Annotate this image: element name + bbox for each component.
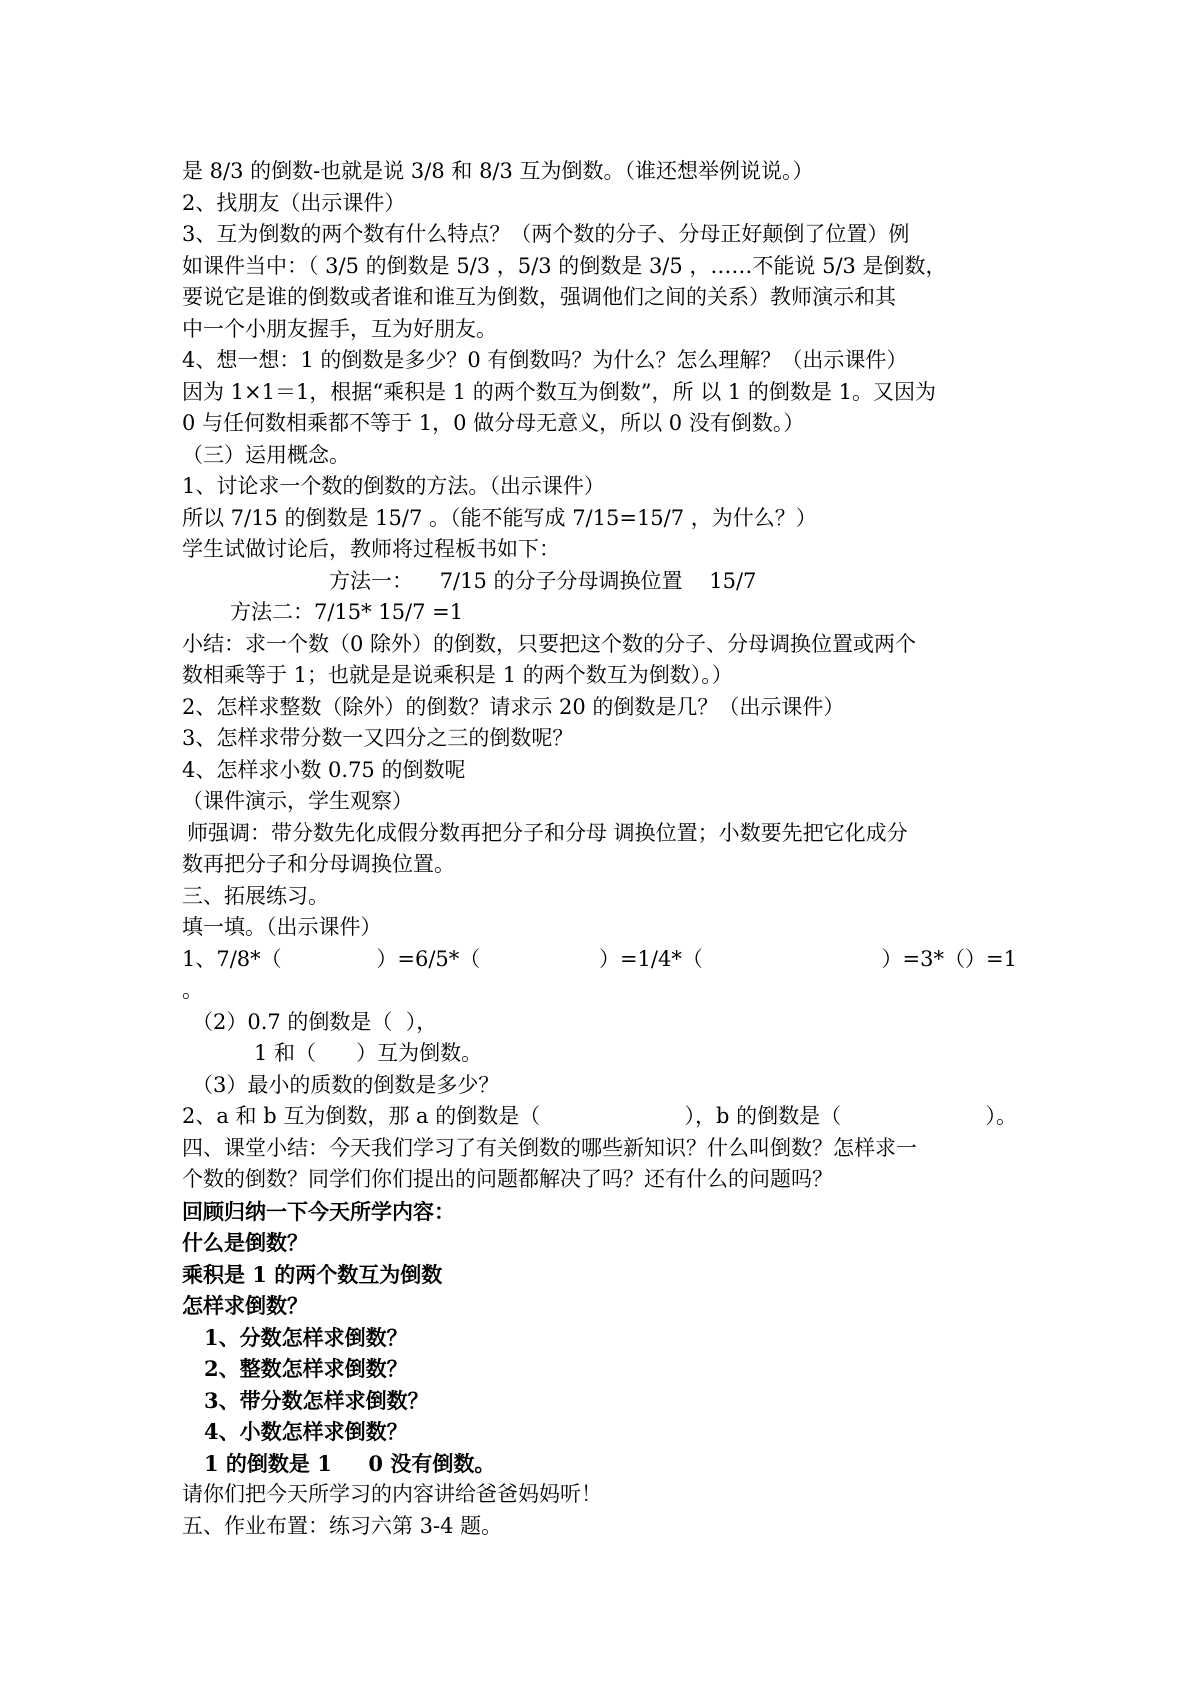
text-line: 请你们把今天所学习的内容讲给爸爸妈妈听！ bbox=[182, 1482, 602, 1506]
question-line: 1 和（ ）互为倒数。 bbox=[254, 1041, 483, 1065]
question-line: （3）最小的质数的倒数是多少？ bbox=[192, 1072, 500, 1097]
summary-line: 数相乘等于 1；也就是是说乘积是 1 的两个数互为倒数）。） bbox=[182, 663, 733, 687]
fill-blank-segment: ）。 bbox=[985, 1104, 1017, 1128]
text-line: 如课件当中：（ 3/5 的倒数是 5/3 ，5/3 的倒数是 3/5 ，……不能说 5/3 是倒数， bbox=[182, 253, 947, 278]
text-line: 中一个小朋友握手，互为好朋友。 bbox=[182, 316, 497, 341]
method-one-line: 方法一： 7/15 的分子分母调换位置 15/7 bbox=[329, 568, 757, 593]
review-heading: 回顾归纳一下今天所学内容： bbox=[182, 1198, 455, 1224]
text-line: 2、怎样求整数（除外）的倒数？请求示 20 的倒数是几？（出示课件） bbox=[182, 694, 845, 719]
review-item: 怎样求倒数？ bbox=[182, 1293, 308, 1318]
text-line: 。 bbox=[182, 978, 203, 1002]
section-heading: 四、课堂小结：今天我们学习了有关倒数的哪些新知识？什么叫倒数？怎样求一 bbox=[182, 1135, 917, 1160]
fill-blank-segment: 1、7/8*（ bbox=[182, 946, 282, 971]
text-line: 2、找朋友（出示课件） bbox=[182, 190, 406, 215]
text-line: 4、想一想：1 的倒数是多少？0 有倒数吗？为什么？怎么理解？（出示课件） bbox=[182, 348, 908, 372]
fill-blank-segment: 2、a 和 b 互为倒数，那 a 的倒数是（ bbox=[182, 1104, 541, 1128]
text-line: 1、讨论求一个数的倒数的方法。（出示课件） bbox=[182, 474, 605, 498]
text-line: 3、怎样求带分数一又四分之三的倒数呢？ bbox=[182, 726, 574, 750]
text-line: 0 与任何数相乘都不等于 1，0 做分母无意义，所以 0 没有倒数。） bbox=[182, 411, 805, 435]
review-item: 什么是倒数？ bbox=[182, 1230, 308, 1255]
fill-blank-segment: ）=6/5*（ bbox=[376, 946, 481, 971]
section-heading: 五、作业布置：练习六第 3-4 题。 bbox=[182, 1513, 503, 1538]
text-line: 4、怎样求小数 0.75 的倒数呢 bbox=[182, 757, 466, 782]
method-two-line: 方法二：7/15* 15/7 =1 bbox=[230, 600, 464, 624]
document-body bbox=[182, 156, 1017, 1542]
review-subitem: 4、小数怎样求倒数？ bbox=[204, 1419, 408, 1444]
text-line: 因为 1×1＝1，根据“乘积是 1 的两个数互为倒数”，所 以 1 的倒数是 1。又因为 bbox=[182, 379, 936, 404]
summary-line: 小结：求一个数（0 除外）的倒数，只要把这个数的分子、分母调换位置或两个 bbox=[182, 631, 917, 656]
text-line: 数再把分子和分母调换位置。 bbox=[182, 852, 455, 876]
text-line: 要说它是谁的倒数或者谁和谁互为倒数，强调他们之间的关系）教师演示和其 bbox=[182, 285, 896, 309]
review-subitem: 1、分数怎样求倒数？ bbox=[204, 1324, 408, 1350]
review-subitem: 3、带分数怎样求倒数？ bbox=[204, 1387, 429, 1413]
text-line: 填一填。（出示课件） bbox=[182, 915, 382, 939]
fill-blank-segment: ）=3*（）=1 bbox=[881, 946, 1017, 971]
fill-blank-segment: ）=1/4*（ bbox=[598, 946, 703, 971]
fill-blank-line bbox=[182, 1101, 1017, 1133]
review-subitem: 2、整数怎样求倒数？ bbox=[204, 1356, 408, 1381]
text-line: 个数的倒数？同学们你们提出的问题都解决了吗？还有什么的问题吗？ bbox=[182, 1167, 833, 1191]
section-heading: 三、拓展练习。 bbox=[182, 883, 329, 908]
fill-blank-line bbox=[182, 944, 1017, 976]
text-line: 师强调：带分数先化成假分数再把分子和分母 调换位置；小数要先把它化成分 bbox=[187, 820, 908, 845]
review-item: 乘积是 1 的两个数互为倒数 bbox=[182, 1261, 443, 1287]
section-heading: （三）运用概念。 bbox=[182, 442, 350, 467]
text-line: 所以 7/15 的倒数是 15/7 。（能不能写成 7/15=15/7 ，为什么？） bbox=[182, 505, 817, 530]
review-subitem: 1 的倒数是 1 0 没有倒数。 bbox=[204, 1450, 496, 1476]
question-line: （2）0.7 的倒数是（ ）， bbox=[192, 1009, 438, 1034]
fill-blank-segment: ），b 的倒数是（ bbox=[684, 1104, 842, 1128]
text-line: 3、互为倒数的两个数有什么特点？（两个数的分子、分母正好颠倒了位置）例 bbox=[182, 222, 910, 246]
text-line: （课件演示，学生观察） bbox=[182, 789, 413, 813]
text-line: 是 8/3 的倒数-也就是说 3/8 和 8/3 互为倒数。（谁还想举例说说。） bbox=[182, 159, 814, 183]
text-line: 学生试做讨论后，教师将过程板书如下： bbox=[182, 537, 560, 561]
